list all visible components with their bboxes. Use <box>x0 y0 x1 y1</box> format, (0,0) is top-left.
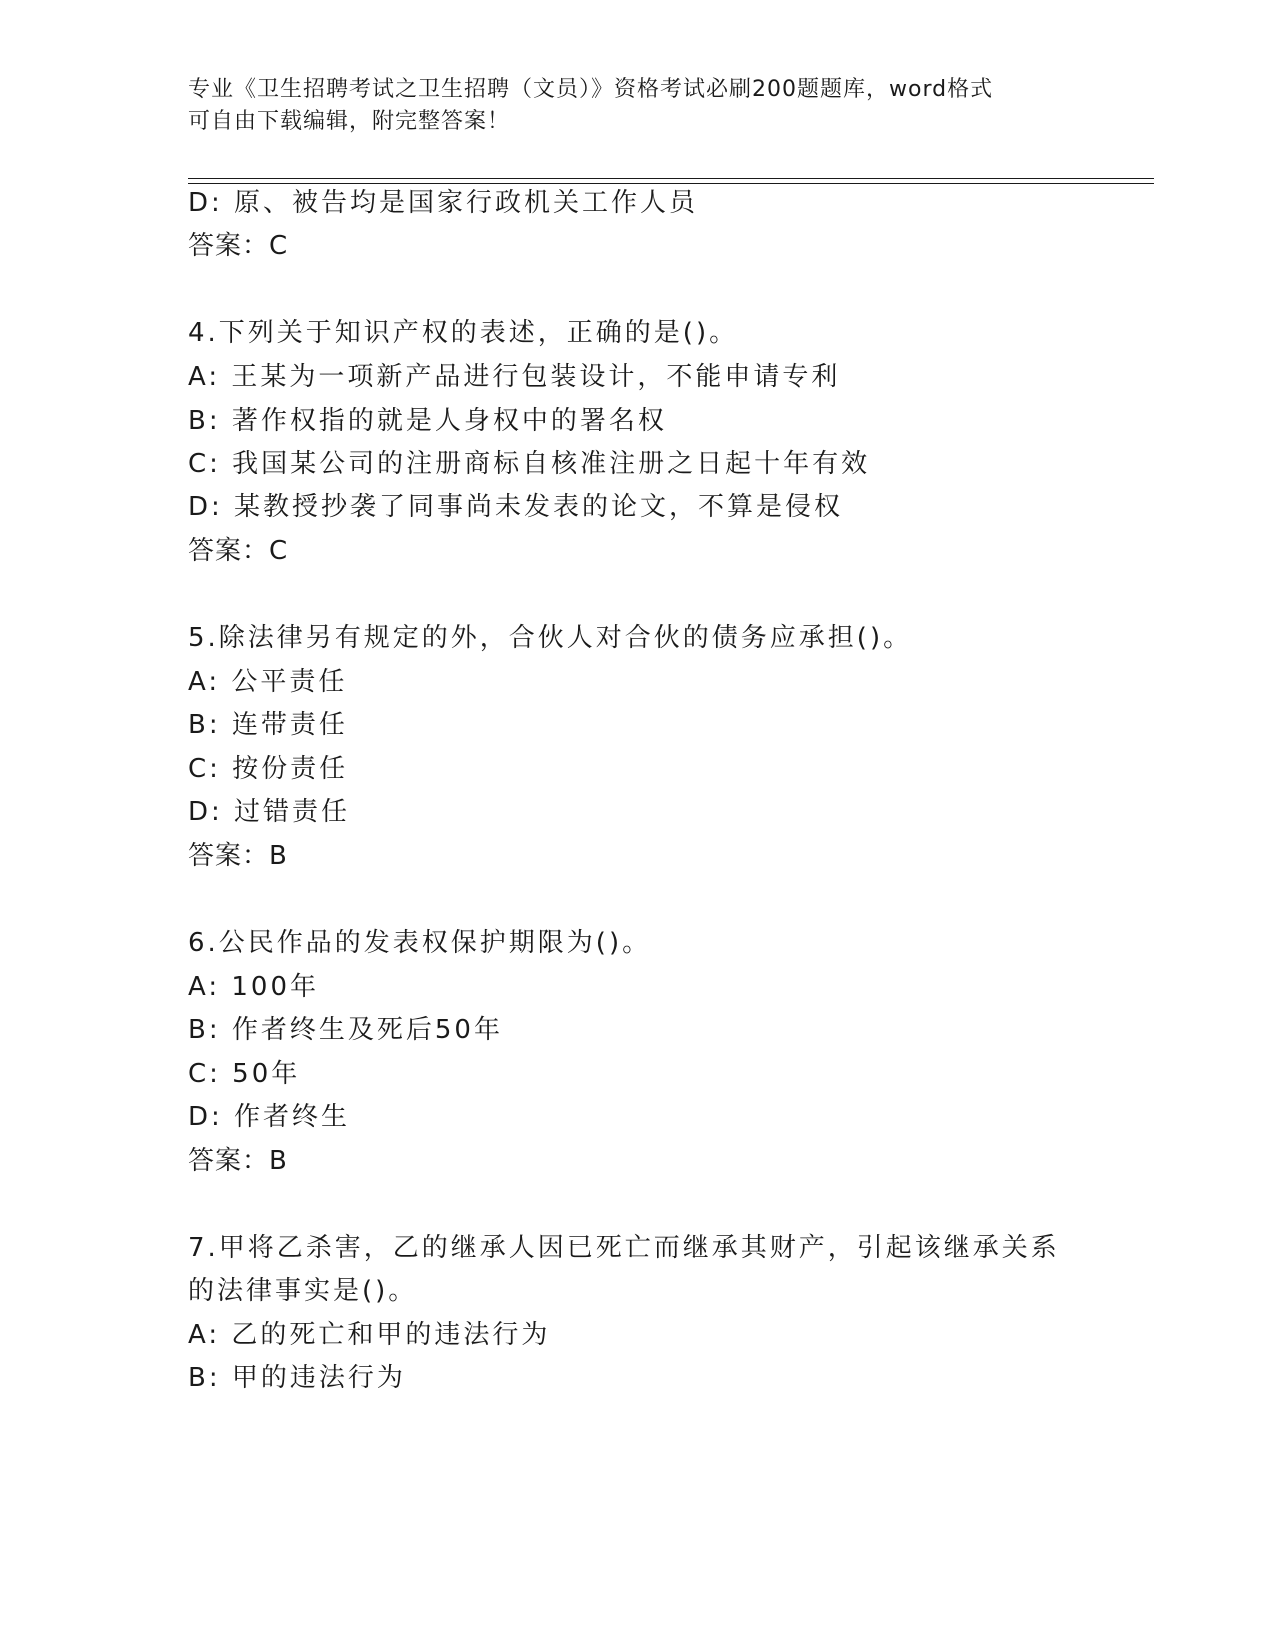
q4-answer: 答案：C <box>188 536 289 566</box>
q6-stem: 6.公民作品的发表权保护期限为()。 <box>188 928 652 958</box>
q4-stem: 4.下列关于知识产权的表述，正确的是()。 <box>188 318 739 348</box>
document-header <box>188 74 1068 138</box>
q4-option-d: D: 某教授抄袭了同事尚未发表的论文，不算是侵权 <box>188 492 844 522</box>
q5-option-a: A: 公平责任 <box>188 667 348 697</box>
q5-answer: 答案：B <box>188 841 288 871</box>
header-title-line-2: 可自由下载编辑，附完整答案！ <box>188 109 511 134</box>
q6-option-a: A: 100年 <box>188 972 319 1002</box>
q4-option-a: A: 王某为一项新产品进行包装设计，不能申请专利 <box>188 362 841 392</box>
q5-option-b: B: 连带责任 <box>188 710 348 740</box>
q7-stem-line-2: 的法律事实是()。 <box>188 1276 418 1306</box>
header-rule-top <box>188 178 1154 179</box>
q7-stem-line-1: 7.甲将乙杀害，乙的继承人因已死亡而继承其财产，引起该继承关系 <box>188 1233 1060 1263</box>
header-rule-bottom <box>188 183 1154 184</box>
q7-option-a: A: 乙的死亡和甲的违法行为 <box>188 1320 551 1350</box>
q5-stem: 5.除法律另有规定的外，合伙人对合伙的债务应承担()。 <box>188 623 913 653</box>
q3-option-d: D: 原、被告均是国家行政机关工作人员 <box>188 188 699 218</box>
q6-answer: 答案：B <box>188 1146 288 1176</box>
q4-option-c: C: 我国某公司的注册商标自核准注册之日起十年有效 <box>188 449 871 479</box>
q5-option-d: D: 过错责任 <box>188 797 351 827</box>
header-title-line-1: 专业《卫生招聘考试之卫生招聘（文员）》资格考试必刷200题题库，word格式 <box>188 77 994 102</box>
q3-answer: 答案：C <box>188 231 289 261</box>
q6-option-c: C: 50年 <box>188 1059 301 1089</box>
q6-option-d: D: 作者终生 <box>188 1102 351 1132</box>
q4-option-b: B: 著作权指的就是人身权中的署名权 <box>188 406 667 436</box>
q7-option-b: B: 甲的违法行为 <box>188 1363 406 1393</box>
q6-option-b: B: 作者终生及死后50年 <box>188 1015 503 1045</box>
q5-option-c: C: 按份责任 <box>188 754 349 784</box>
